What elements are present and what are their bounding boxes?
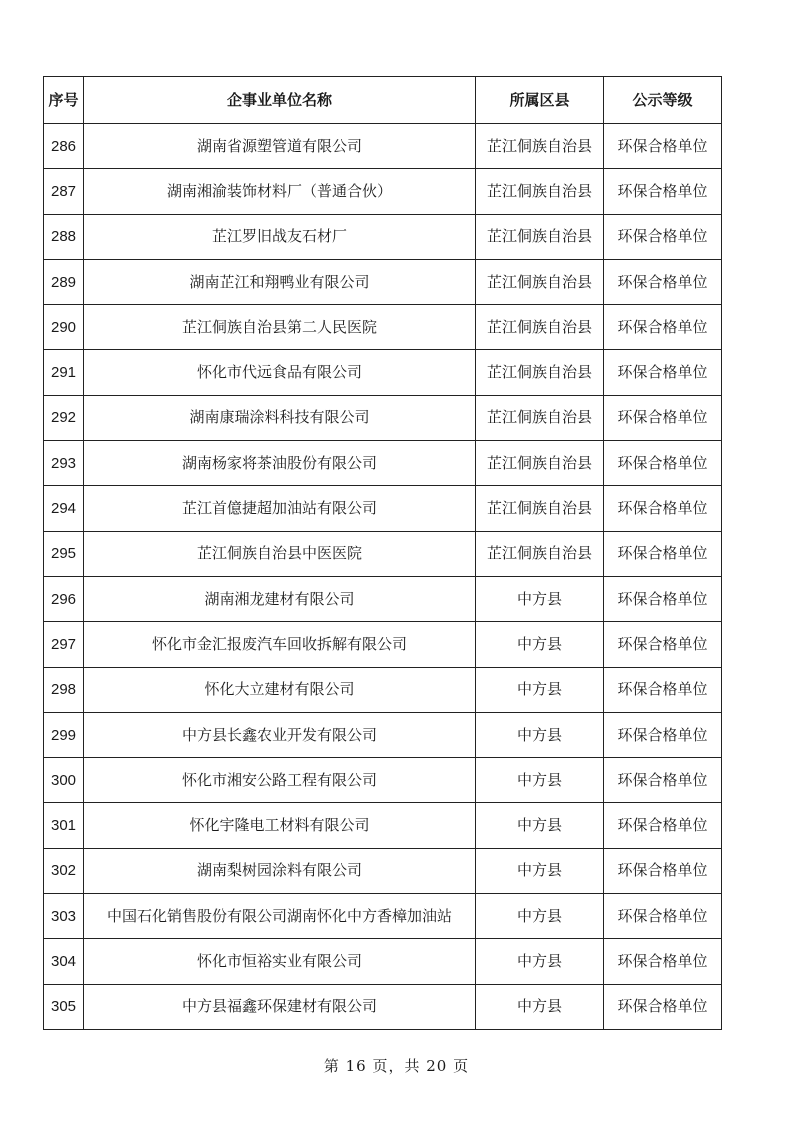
serial-cell: 289 [44,259,84,304]
unit-name-cell: 怀化市金汇报废汽车回收拆解有限公司 [84,622,476,667]
unit-name-cell: 芷江侗族自治县中医医院 [84,531,476,576]
serial-cell: 288 [44,214,84,259]
grade-cell: 环保合格单位 [604,395,722,440]
serial-cell: 300 [44,758,84,803]
serial-cell: 304 [44,939,84,984]
district-cell: 芷江侗族自治县 [476,531,604,576]
table-row [44,894,722,939]
header-grade: 公示等级 [604,77,722,124]
table-row [44,214,722,259]
grade-cell: 环保合格单位 [604,305,722,350]
grade-cell: 环保合格单位 [604,803,722,848]
unit-name-cell: 怀化市恒裕实业有限公司 [84,939,476,984]
grade-cell: 环保合格单位 [604,214,722,259]
table-row [44,622,722,667]
unit-name-cell: 怀化市湘安公路工程有限公司 [84,758,476,803]
district-cell: 芷江侗族自治县 [476,169,604,214]
table-row [44,169,722,214]
serial-cell: 296 [44,576,84,621]
serial-cell: 287 [44,169,84,214]
grade-cell: 环保合格单位 [604,441,722,486]
table-row [44,395,722,440]
district-cell: 中方县 [476,576,604,621]
header-serial: 序号 [44,77,84,124]
serial-cell: 302 [44,848,84,893]
unit-name-cell: 湖南康瑞涂料科技有限公司 [84,395,476,440]
enterprise-table [43,76,722,1030]
grade-cell: 环保合格单位 [604,939,722,984]
table-row [44,486,722,531]
grade-cell: 环保合格单位 [604,531,722,576]
table-row [44,848,722,893]
unit-name-cell: 怀化宇隆电工材料有限公司 [84,803,476,848]
header-unit-name: 企事业单位名称 [84,77,476,124]
unit-name-cell: 芷江侗族自治县第二人民医院 [84,305,476,350]
unit-name-cell: 湖南湘渝装饰材料厂（普通合伙） [84,169,476,214]
unit-name-cell: 湖南湘龙建材有限公司 [84,576,476,621]
grade-cell: 环保合格单位 [604,984,722,1029]
header-district: 所属区县 [476,77,604,124]
table-row [44,712,722,757]
grade-cell: 环保合格单位 [604,894,722,939]
table-row [44,350,722,395]
table-row [44,576,722,621]
unit-name-cell: 中国石化销售股份有限公司湖南怀化中方香樟加油站 [84,894,476,939]
district-cell: 中方县 [476,939,604,984]
grade-cell: 环保合格单位 [604,712,722,757]
roster-sheet [43,76,722,1030]
grade-cell: 环保合格单位 [604,486,722,531]
district-cell: 中方县 [476,622,604,667]
table-row [44,758,722,803]
grade-cell: 环保合格单位 [604,124,722,169]
district-cell: 中方县 [476,894,604,939]
district-cell: 芷江侗族自治县 [476,305,604,350]
unit-name-cell: 芷江罗旧战友石材厂 [84,214,476,259]
table-row [44,803,722,848]
district-cell: 中方县 [476,984,604,1029]
table-row [44,441,722,486]
table-body [44,124,722,1030]
district-cell: 芷江侗族自治县 [476,350,604,395]
page-footer: 第 16 页，共 20 页 [323,1057,470,1075]
grade-cell: 环保合格单位 [604,169,722,214]
unit-name-cell: 中方县福鑫环保建材有限公司 [84,984,476,1029]
serial-cell: 295 [44,531,84,576]
grade-cell: 环保合格单位 [604,848,722,893]
district-cell: 芷江侗族自治县 [476,441,604,486]
unit-name-cell: 湖南芷江和翔鸭业有限公司 [84,259,476,304]
serial-cell: 290 [44,305,84,350]
district-cell: 中方县 [476,712,604,757]
unit-name-cell: 怀化大立建材有限公司 [84,667,476,712]
serial-cell: 292 [44,395,84,440]
serial-cell: 298 [44,667,84,712]
district-cell: 芷江侗族自治县 [476,486,604,531]
unit-name-cell: 湖南省源塑管道有限公司 [84,124,476,169]
serial-cell: 294 [44,486,84,531]
unit-name-cell: 怀化市代远食品有限公司 [84,350,476,395]
unit-name-cell: 中方县长鑫农业开发有限公司 [84,712,476,757]
district-cell: 芷江侗族自治县 [476,259,604,304]
serial-cell: 291 [44,350,84,395]
serial-cell: 303 [44,894,84,939]
grade-cell: 环保合格单位 [604,758,722,803]
unit-name-cell: 湖南杨家将茶油股份有限公司 [84,441,476,486]
table-row [44,305,722,350]
serial-cell: 286 [44,124,84,169]
table-row [44,667,722,712]
district-cell: 中方县 [476,803,604,848]
table-row [44,259,722,304]
district-cell: 中方县 [476,667,604,712]
unit-name-cell: 湖南梨树园涂料有限公司 [84,848,476,893]
unit-name-cell: 芷江首億捷超加油站有限公司 [84,486,476,531]
serial-cell: 301 [44,803,84,848]
grade-cell: 环保合格单位 [604,622,722,667]
grade-cell: 环保合格单位 [604,576,722,621]
serial-cell: 305 [44,984,84,1029]
district-cell: 芷江侗族自治县 [476,214,604,259]
serial-cell: 299 [44,712,84,757]
table-header-row [44,77,722,124]
grade-cell: 环保合格单位 [604,259,722,304]
serial-cell: 293 [44,441,84,486]
table-row [44,124,722,169]
grade-cell: 环保合格单位 [604,667,722,712]
district-cell: 芷江侗族自治县 [476,124,604,169]
serial-cell: 297 [44,622,84,667]
district-cell: 中方县 [476,758,604,803]
district-cell: 中方县 [476,848,604,893]
table-row [44,531,722,576]
district-cell: 芷江侗族自治县 [476,395,604,440]
grade-cell: 环保合格单位 [604,350,722,395]
table-row [44,939,722,984]
table-row [44,984,722,1029]
